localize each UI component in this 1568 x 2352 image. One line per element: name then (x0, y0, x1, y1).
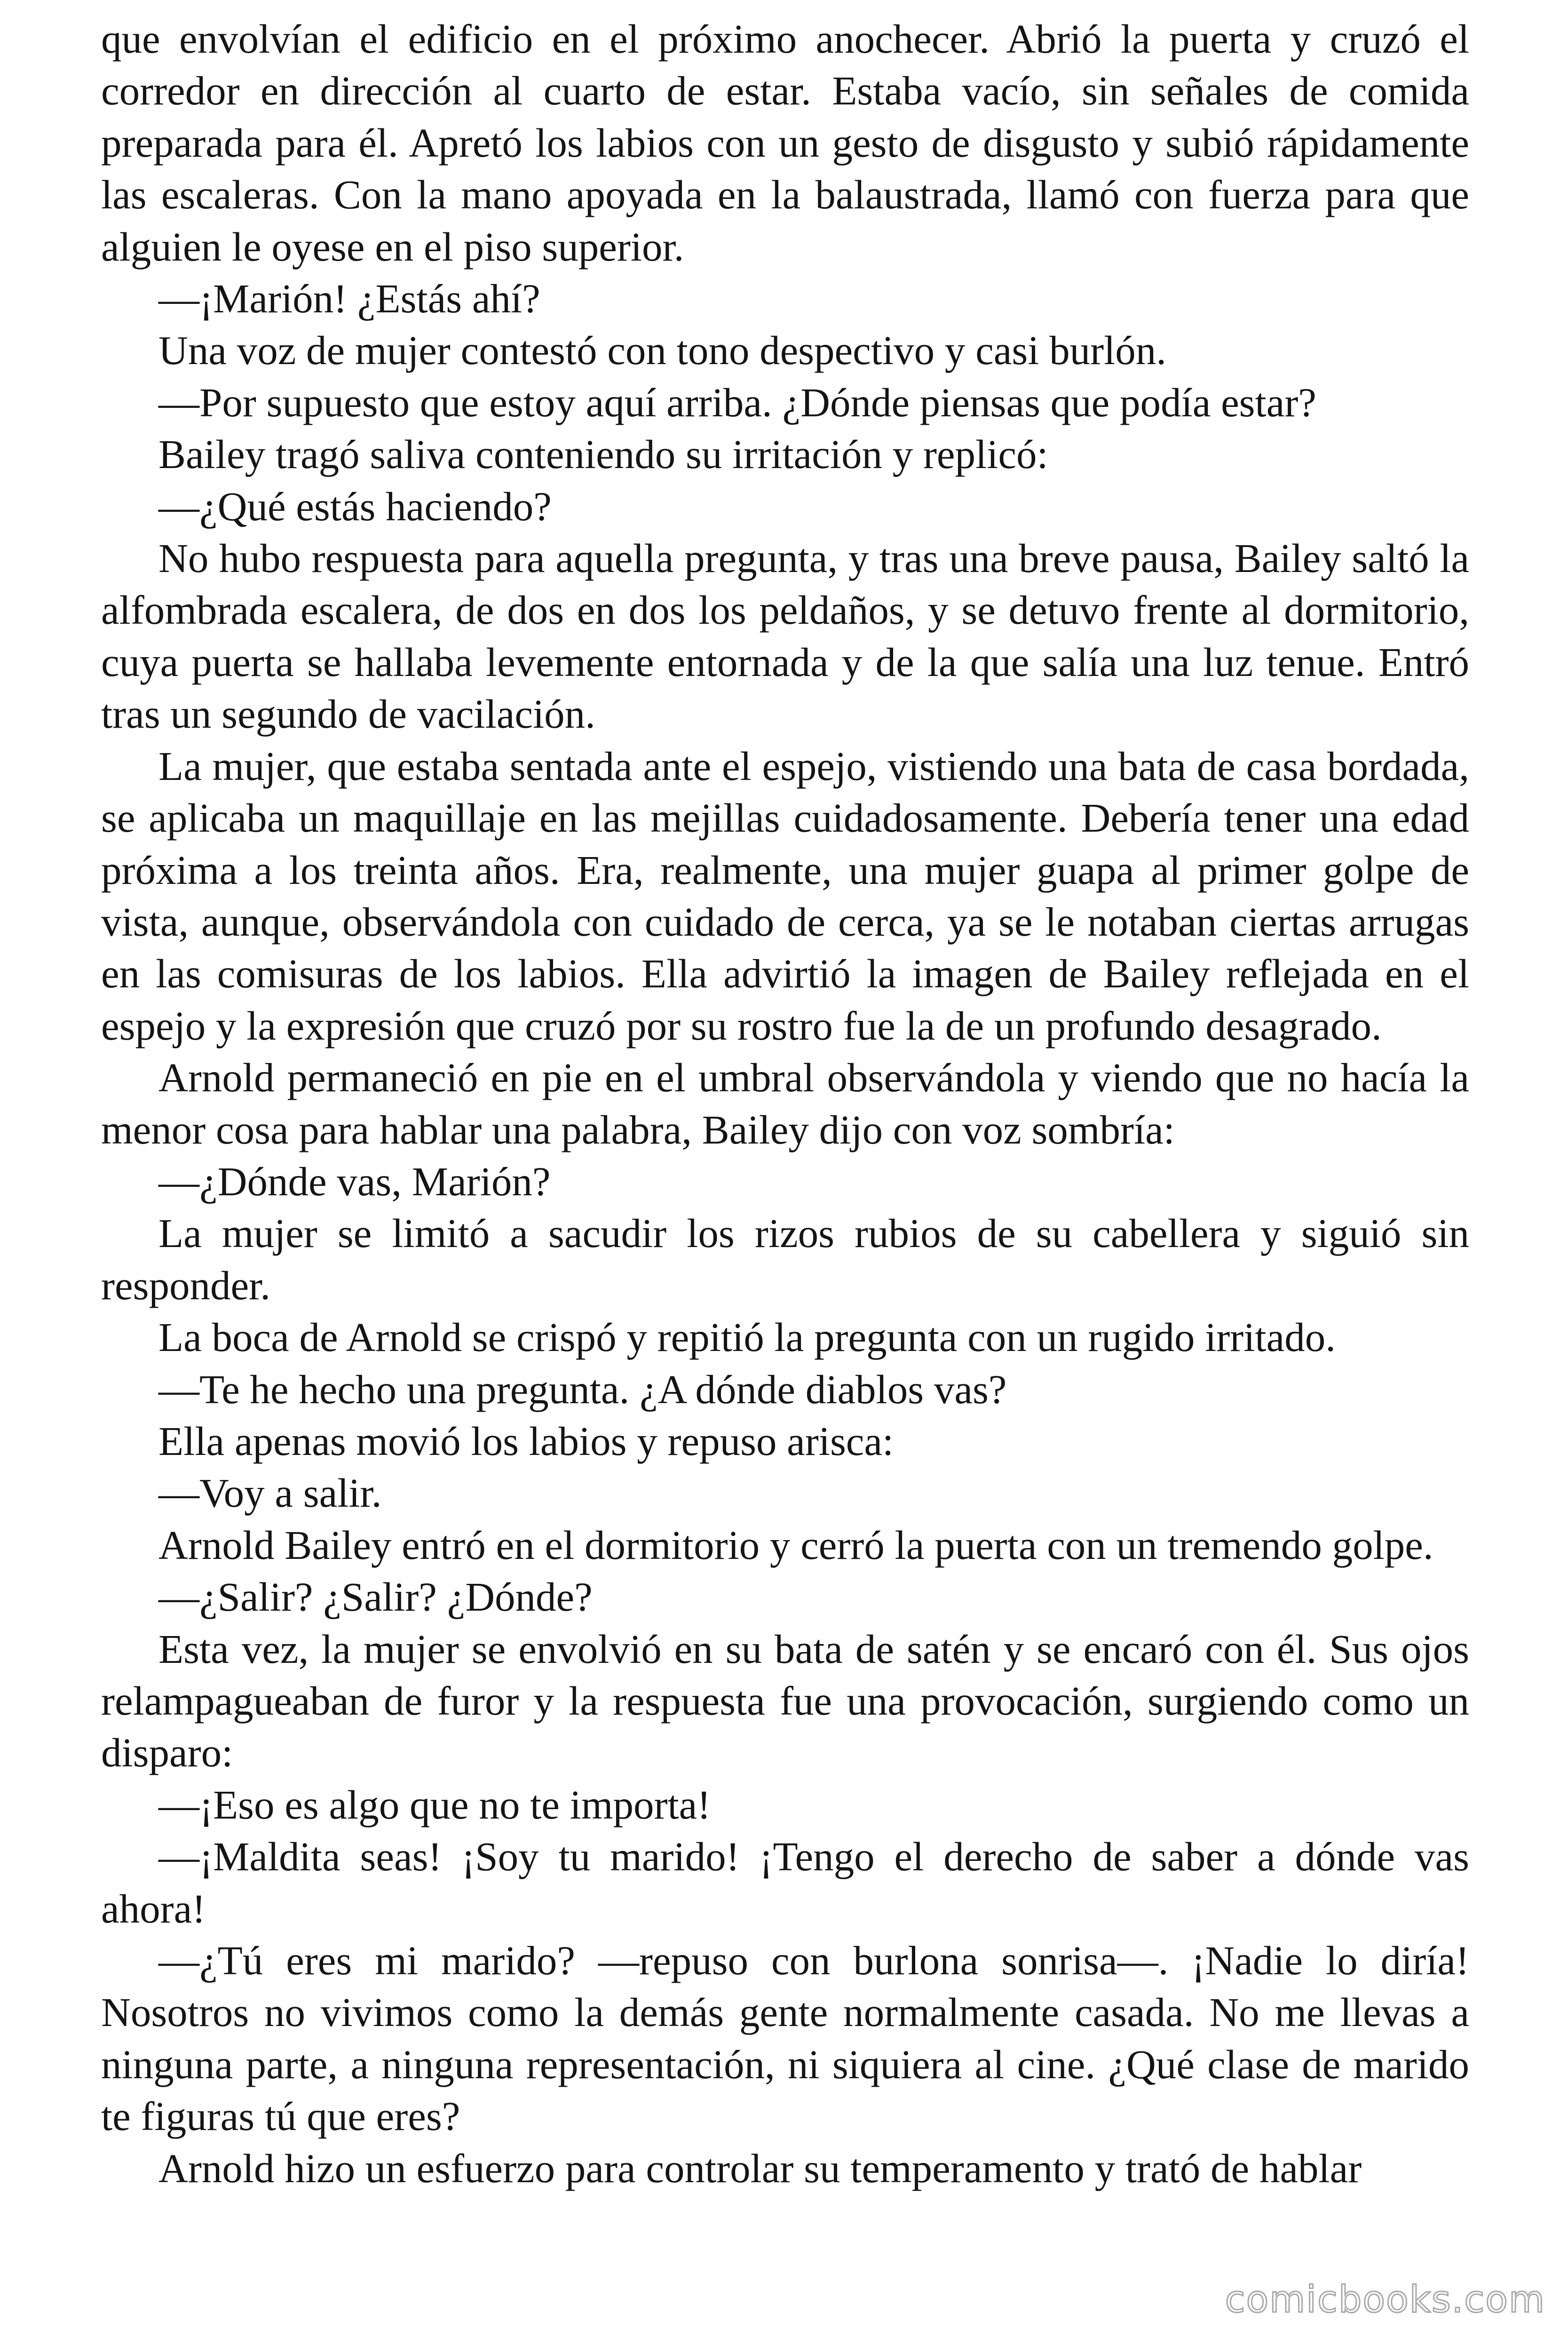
paragraph-22: Arnold hizo un esfuerzo para controlar su temperamento y trató de hablar (158, 2145, 1362, 2191)
paragraph-9: Arnold permaneció en pie en el umbral observándola y viendo que no hacía la menor cosa para hablar una palabra, Bailey dijo con voz sombría: (101, 1055, 1469, 1152)
paragraph-6: —¿Qué estás haciendo? (158, 483, 552, 529)
paragraph-3: Una voz de mujer contestó con tono despectivo y casi burlón. (158, 327, 1167, 373)
paragraph-1: que envolvían el edificio en el próximo anochecer. Abrió la puerta y cruzó el corredor en dirección al cuarto de estar. Estaba vacío, sin señales de comida preparada para él. Apretó los labios con un gesto de disgusto y subió rápidamente las escaleras. Con la mano apoyada en la balaustrada, llamó con fuerza para que alguien le oyese en el piso superior. (101, 16, 1469, 270)
page-text (101, 0, 1469, 2194)
paragraph-19: —¡Eso es algo que no te importa! (158, 1781, 711, 1828)
paragraph-10: —¿Dónde vas, Marión? (158, 1158, 551, 1204)
paragraph-16: Arnold Bailey entró en el dormitorio y cerró la puerta con un tremendo golpe. (158, 1522, 1433, 1568)
paragraph-15: —Voy a salir. (158, 1470, 382, 1516)
book-page (101, 0, 1469, 2352)
paragraph-13: —Te he hecho una pregunta. ¿A dónde diablos vas? (158, 1366, 1007, 1412)
paragraph-8: La mujer, que estaba sentada ante el espejo, vistiendo una bata de casa bordada, se aplicaba un maquillaje en las mejillas cuidadosamente. Debería tener una edad próxima a los treinta años. Era, realmente, una mujer guapa al primer golpe de vista, aunque, observándola con cuidado de cerca, ya se le notaban ciertas arrugas en las comisuras de los labios. Ella advirtió la imagen de Bailey reflejada en el espejo y la expresión que cruzó por su rostro fue la de un profundo desagrado. (101, 743, 1469, 1049)
paragraph-5: Bailey tragó saliva conteniendo su irritación y replicó: (158, 431, 1048, 477)
paragraph-20: —¡Maldita seas! ¡Soy tu marido! ¡Tengo el derecho de saber a dónde vas ahora! (101, 1834, 1469, 1931)
paragraph-7: No hubo respuesta para aquella pregunta, y tras una breve pausa, Bailey saltó la alfombrada escalera, de dos en dos los peldaños, y se detuvo frente al dormitorio, cuya puerta se hallaba levemente entornada y de la que salía una luz tenue. Entró tras un segundo de vacilación. (101, 535, 1469, 737)
paragraph-14: Ella apenas movió los labios y repuso arisca: (158, 1418, 894, 1464)
paragraph-12: La boca de Arnold se crispó y repitió la pregunta con un rugido irritado. (158, 1314, 1336, 1360)
watermark-logo: comicbooks.com (1225, 2279, 1545, 2321)
paragraph-11: La mujer se limitó a sacudir los rizos rubios de su cabellera y siguió sin responder. (101, 1210, 1469, 1308)
paragraph-4: —Por supuesto que estoy aquí arriba. ¿Dónde piensas que podía estar? (158, 379, 1316, 425)
paragraph-21: —¿Tú eres mi marido? —repuso con burlona sonrisa—. ¡Nadie lo diría! Nosotros no vivimos como la demás gente normalmente casada. No me llevas a ninguna parte, a ninguna representación, ni siquiera al cine. ¿Qué clase de marido te figuras tú que eres? (101, 1938, 1469, 2139)
paragraph-18: Esta vez, la mujer se envolvió en su bata de satén y se encaró con él. Sus ojos relampagueaban de furor y la respuesta fue una provocación, surgiendo como un disparo: (101, 1626, 1469, 1776)
paragraph-2: —¡Marión! ¿Estás ahí? (158, 276, 540, 322)
paragraph-17: —¿Salir? ¿Salir? ¿Dónde? (158, 1574, 593, 1620)
